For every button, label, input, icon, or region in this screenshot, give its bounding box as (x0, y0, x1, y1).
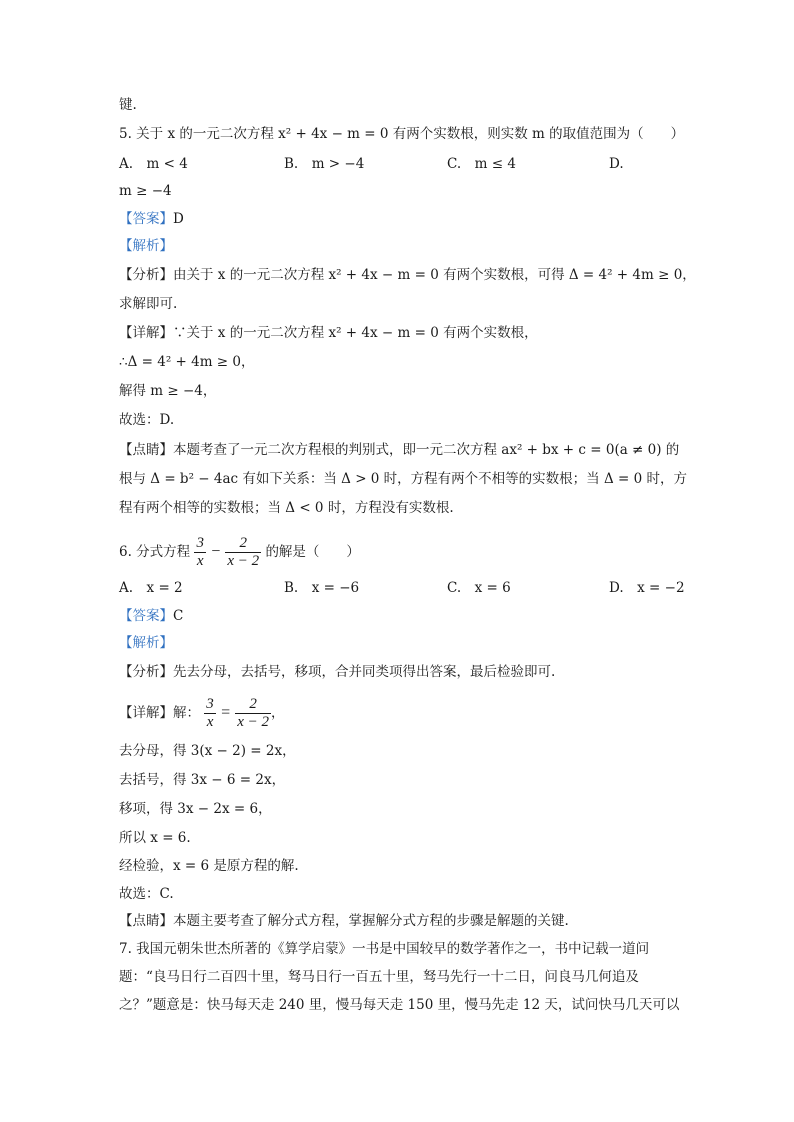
q6-option-c: C. x = 6 (447, 580, 511, 596)
text-line: 故选：D. (119, 412, 175, 428)
comma: ， (270, 705, 285, 721)
fraction-2-over-x-minus-2 (225, 535, 261, 570)
q6-option-a: A. x = 2 (119, 580, 183, 596)
fraction-3-over-x (194, 535, 206, 570)
q5-option-a: A. m < 4 (119, 156, 188, 172)
q5-option-b: B. m > −4 (284, 156, 365, 172)
text-line: ∴Δ = 4² + 4m ≥ 0， (119, 354, 255, 370)
text-line: 解得 m ≥ −4， (119, 383, 217, 399)
q5-option-c: C. m ≤ 4 (447, 156, 516, 172)
remark-text: 本题考查了一元二次方程根的判别式，即一元二次方程 ax² + bx + c = 0(a ≠ 0) 的 (173, 442, 680, 458)
remark-5 (119, 440, 679, 460)
minus-sign: − (210, 543, 222, 560)
text-line: 故选：C. (119, 886, 174, 902)
analysis-tag: 【解析】 (119, 635, 173, 651)
text-line: 经检验，x = 6 是原方程的解. (119, 858, 299, 874)
text-line: 键. (119, 97, 137, 113)
numerator: 2 (235, 696, 271, 714)
text-line: 根与 Δ = b² − 4ac 有如下关系：当 Δ > 0 时，方程有两个不相等的实数根；当 Δ = 0 时，方 (119, 471, 688, 487)
text-line: 程有两个相等的实数根；当 Δ < 0 时，方程没有实数根. (119, 500, 454, 516)
question-6 (119, 535, 360, 570)
fraction-2-over-x-minus-2 (235, 696, 271, 731)
text-line: 去括号，得 3x − 6 = 2x， (119, 772, 286, 788)
remark-tag: 【点睛】 (119, 442, 173, 458)
question-7: 7. 我国元朝朱世杰所著的《算学启蒙》一书是中国较早的数学著作之一，书中记载一道问 (119, 941, 650, 957)
detail-prefix: 解： (173, 705, 200, 721)
analysis-5 (119, 265, 696, 285)
remark-text: 本题主要考查了解分式方程，掌握解分式方程的步骤是解题的关键. (173, 913, 569, 929)
answer-tag: 【答案】 (119, 608, 173, 624)
analysis-tag: 【解析】 (119, 238, 173, 254)
fenxi-tag: 【分析】 (119, 664, 173, 680)
fenxi-tag: 【分析】 (119, 267, 173, 283)
question-6-suffix: 的解是（ ） (265, 544, 360, 560)
detail-tag: 【详解】 (119, 705, 173, 721)
text-line: 求解即可. (119, 296, 178, 312)
q6-option-b: B. x = −6 (284, 580, 360, 596)
numerator: 3 (196, 535, 204, 551)
q5-option-d-value: m ≥ −4 (119, 183, 172, 199)
text-line: 去分母，得 3(x − 2) = 2x， (119, 743, 296, 759)
denominator: x (196, 553, 204, 569)
detail-6 (119, 696, 284, 731)
detail-5 (119, 323, 538, 343)
remark-tag: 【点睛】 (119, 913, 173, 929)
detail-tag: 【详解】 (119, 325, 173, 341)
equals-sign: = (220, 704, 231, 721)
fenxi-text: 先去分母，去括号，移项，合并同类项得出答案，最后检验即可. (173, 664, 556, 680)
denominator: x − 2 (227, 553, 260, 569)
fraction-3-over-x (204, 696, 216, 731)
remark-6 (119, 911, 569, 931)
fenxi-text: 由关于 x 的一元二次方程 x² + 4x − m = 0 有两个实数根，可得 Δ = 4² + 4m ≥ 0， (173, 267, 696, 283)
numerator: 3 (206, 696, 214, 712)
q5-option-d: D. (609, 156, 624, 172)
question-5: 5. 关于 x 的一元二次方程 x² + 4x − m = 0 有两个实数根，则实数 m 的取值范围为（ ） (119, 126, 685, 142)
answer-6 (119, 606, 183, 626)
text-line: 所以 x = 6. (119, 830, 191, 846)
analysis-6 (119, 662, 555, 682)
q6-option-d: D. x = −2 (609, 580, 685, 596)
denominator: x (206, 714, 214, 730)
detail-text: ∵关于 x 的一元二次方程 x² + 4x − m = 0 有两个实数根， (173, 325, 538, 341)
question-6-prefix: 6. 分式方程 (119, 544, 191, 560)
text-line: 题：“良马日行二百四十里，驽马日行一百五十里，驽马先行一十二日，问良马几何追及 (119, 969, 639, 985)
text-line: 移项，得 3x − 2x = 6， (119, 801, 272, 817)
answer-value: D (173, 211, 184, 227)
answer-tag: 【答案】 (119, 211, 173, 227)
text-line: 之？”题意是：快马每天走 240 里，慢马每天走 150 里，慢马先走 12 天，试问快马几天可以 (119, 997, 680, 1013)
answer-5 (119, 209, 184, 229)
numerator: 2 (225, 535, 261, 553)
answer-value: C (173, 608, 184, 624)
denominator: x − 2 (237, 714, 269, 730)
